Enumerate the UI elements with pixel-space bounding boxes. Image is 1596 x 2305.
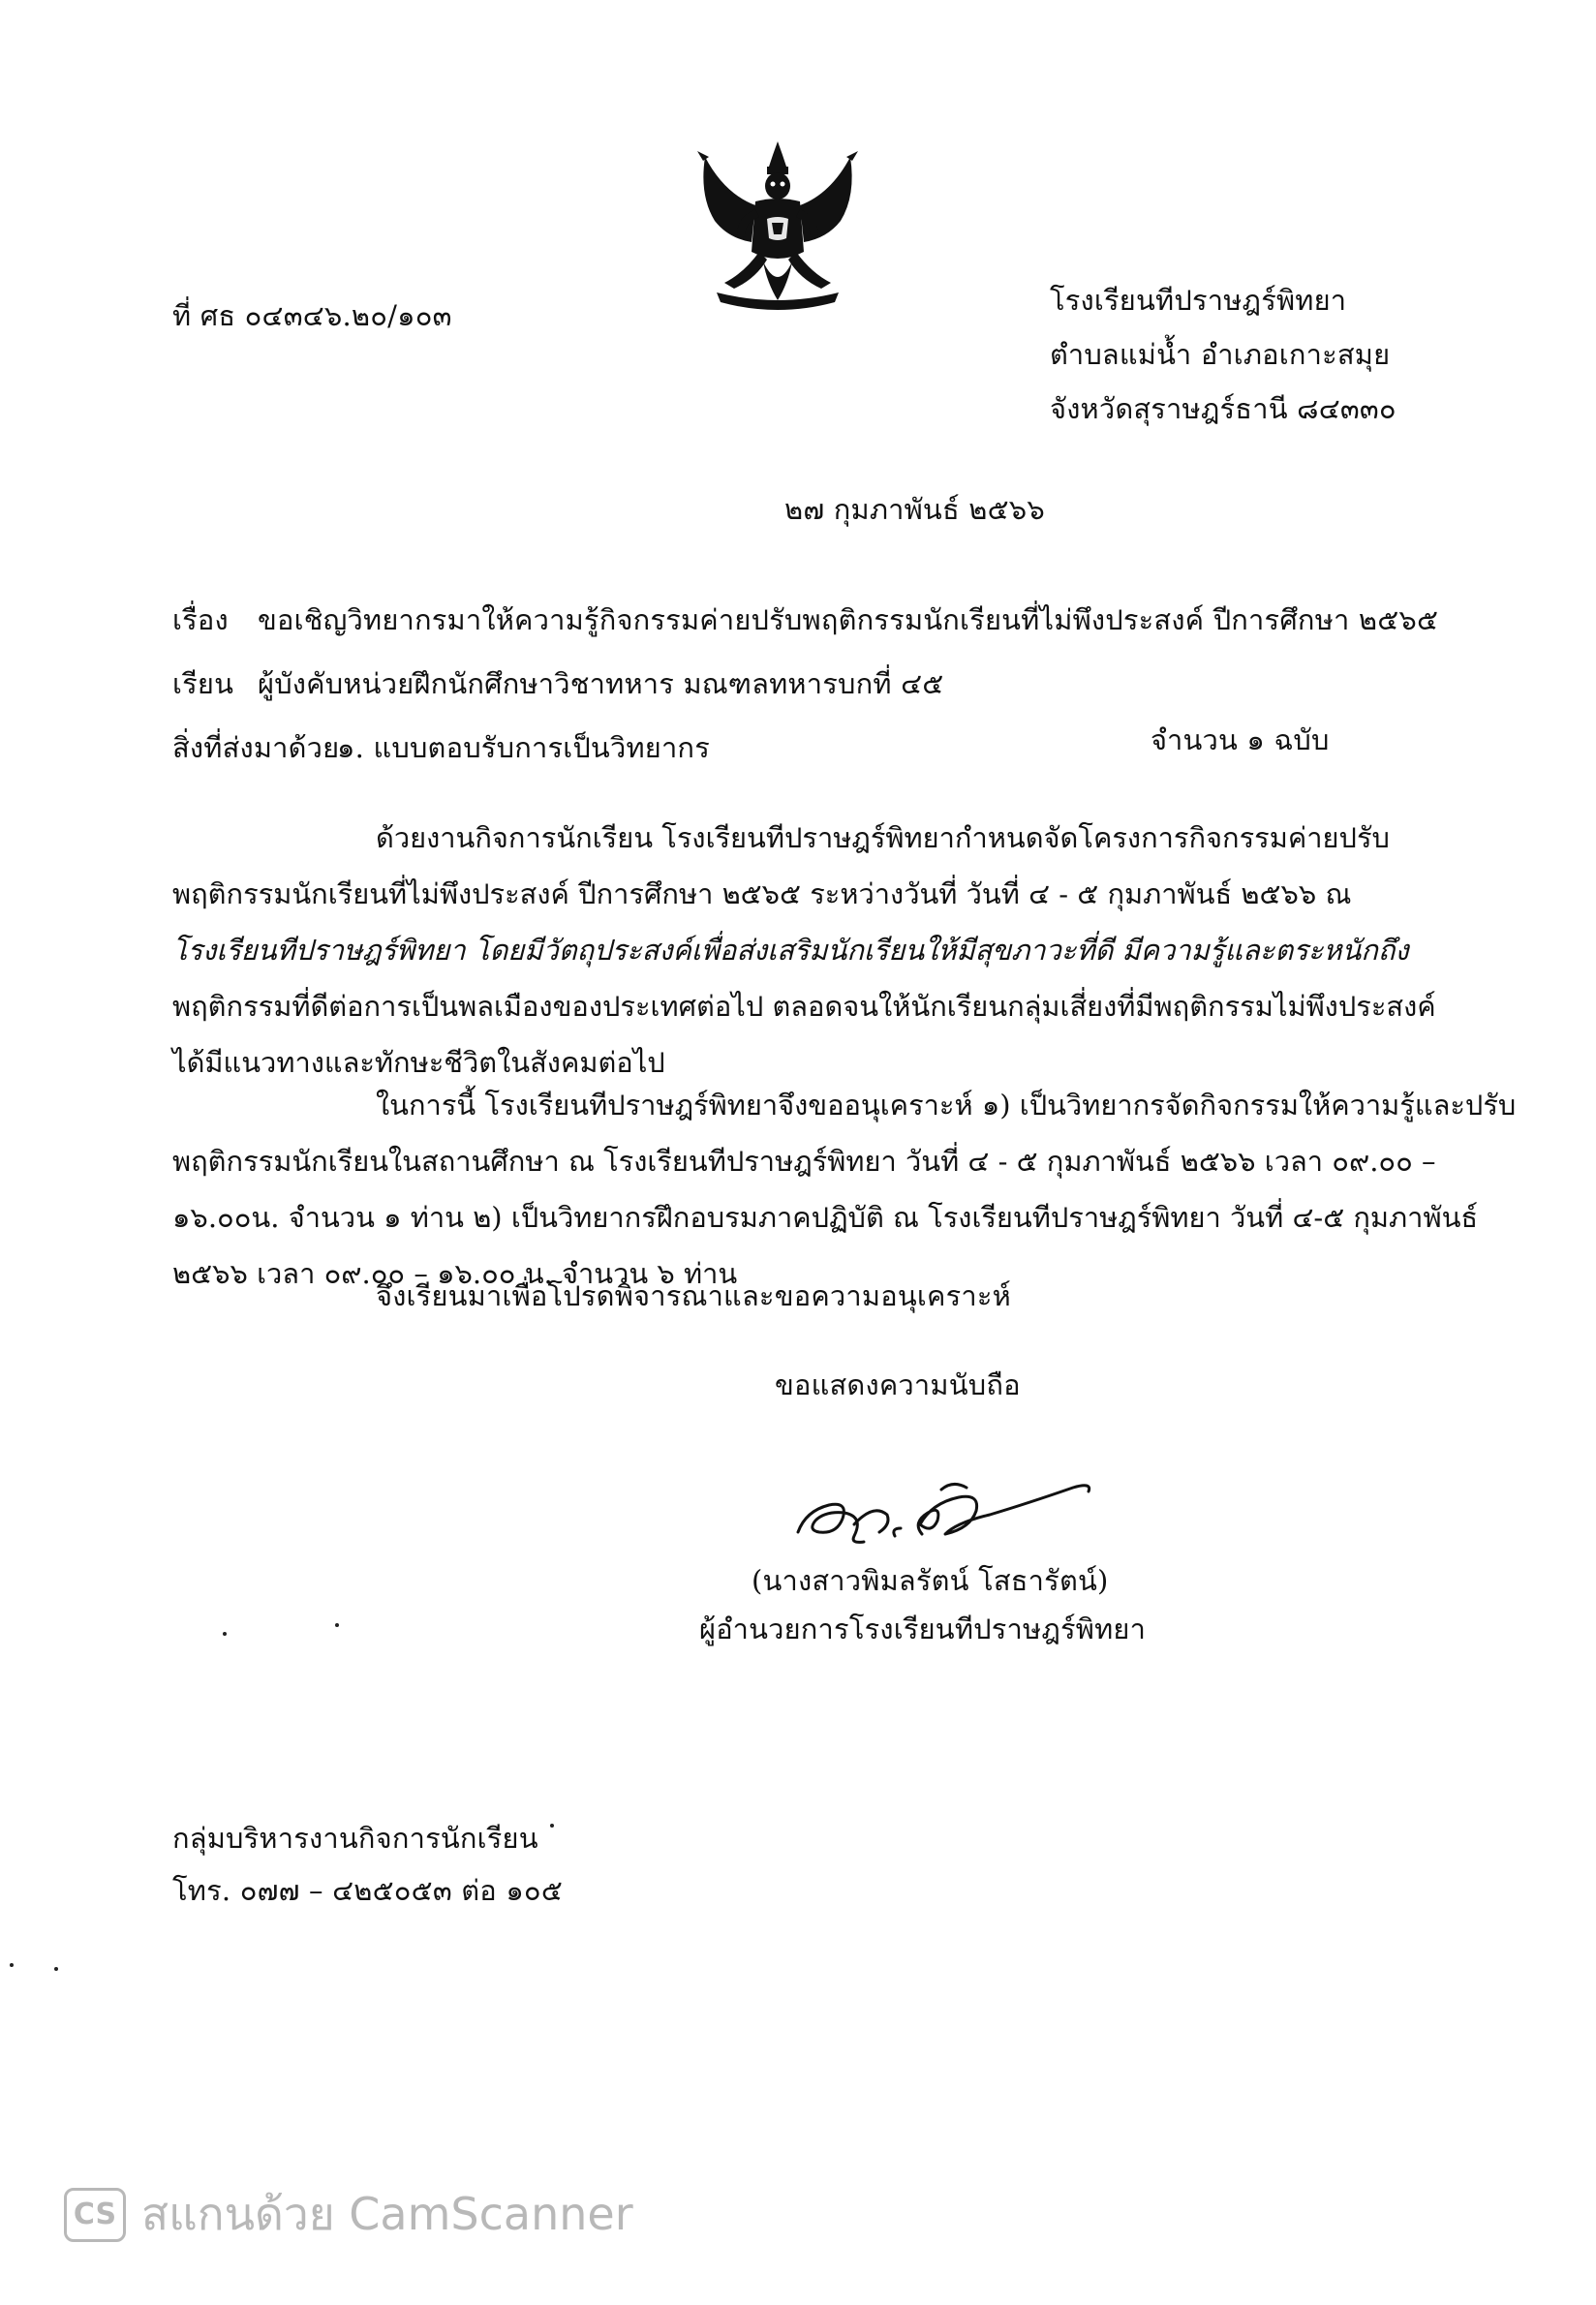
closing-phrase: ขอแสดงความนับถือ <box>775 1368 1021 1401</box>
letter-date: ๒๗ กุมภาพันธ์ ๒๕๖๖ <box>784 493 1045 526</box>
department-name: กลุ่มบริหารงานกิจการนักเรียน <box>172 1822 538 1855</box>
recipient-label: เรียน <box>172 667 234 700</box>
paragraph-line: โรงเรียนทีปราษฎร์พิทยา โดยมีวัตถุประสงค์เพื่อส่งเสริมนักเรียนให้มีสุขภาวะที่ดี มีความรู้และตระหนักถึง <box>172 934 1409 967</box>
recipient-text: ผู้บังคับหน่วยฝึกนักศึกษาวิชาทหาร มณฑลทหารบกที่ ๔๕ <box>258 667 944 700</box>
enclosure-item: ๑. แบบตอบรับการเป็นวิทยากร <box>337 731 710 764</box>
subject-line <box>172 600 1438 639</box>
phone-number: โทร. ๐๗๗ – ๔๒๕๐๕๓ ต่อ ๑๐๕ <box>172 1874 563 1907</box>
paragraph-line: ด้วยงานกิจการนักเรียน โรงเรียนทีปราษฎร์พิทยากำหนดจัดโครงการกิจกรรมค่ายปรับ <box>376 821 1390 854</box>
paragraph-line: ในการนี้ โรงเรียนทีปราษฎร์พิทยาจึงขออนุเคราะห์ ๑) เป็นวิทยากรจัดกิจกรรมให้ความรู้และปรับ <box>376 1089 1517 1122</box>
camscanner-logo-icon: CS <box>64 2188 126 2242</box>
paragraph-line: ๒๕๖๖ เวลา ๐๙.๐๐ – ๑๖.๐๐ น. จำนวน ๖ ท่าน <box>172 1257 738 1290</box>
subject-label: เรื่อง <box>172 603 229 636</box>
paragraph-line: พฤติกรรมนักเรียนในสถานศึกษา ณ โรงเรียนทีปราษฎร์พิทยา วันที่ ๔ - ๕ กุมภาพันธ์ ๒๕๖๖ เวลา ๐๙.๐๐ – <box>172 1145 1436 1178</box>
school-name: โรงเรียนทีปราษฎร์พิทยา <box>1050 284 1347 317</box>
paragraph-line: ได้มีแนวทางและทักษะชีวิตในสังคมต่อไป <box>172 1046 665 1079</box>
enclosure-label: สิ่งที่ส่งมาด้วย <box>172 731 340 764</box>
garuda-emblem-icon <box>695 138 860 331</box>
enclosure-line <box>172 728 710 767</box>
enclosure-count: จำนวน ๑ ฉบับ <box>1151 723 1330 756</box>
recipient-line <box>172 664 943 703</box>
signer-title: ผู้อำนวยการโรงเรียนทีปราษฎร์พิทยา <box>699 1613 1147 1645</box>
scan-speck <box>335 1623 339 1627</box>
camscanner-watermark <box>64 2179 633 2250</box>
handwritten-signature <box>786 1464 1106 1571</box>
body-paragraph-1 <box>172 810 1436 1091</box>
subject-text: ขอเชิญวิทยากรมาให้ความรู้กิจกรรมค่ายปรับพฤติกรรมนักเรียนที่ไม่พึงประสงค์ ปีการศึกษา ๒๕๖๕ <box>258 603 1439 636</box>
body-paragraph-3: จึงเรียนมาเพื่อโปรดพิจารณาและขอความอนุเคราะห์ <box>376 1279 1011 1312</box>
paragraph-line: พฤติกรรมนักเรียนที่ไม่พึงประสงค์ ปีการศึกษา ๒๕๖๕ ระหว่างวันที่ วันที่ ๔ - ๕ กุมภาพันธ์ ๒๕๖๖ ณ <box>172 877 1352 910</box>
watermark-text: สแกนด้วย CamScanner <box>141 2188 633 2240</box>
address-line-2: จังหวัดสุราษฎร์ธานี ๘๔๓๓๐ <box>1050 392 1396 425</box>
scan-speck <box>54 1967 58 1971</box>
scan-speck <box>550 1824 554 1828</box>
sender-address <box>1050 281 1396 444</box>
address-line-1: ตำบลแม่น้ำ อำเภอเกาะสมุย <box>1050 338 1391 371</box>
signer-name: (นางสาวพิมลรัตน์ โสธารัตน์) <box>752 1564 1109 1597</box>
scan-speck <box>223 1632 227 1636</box>
body-paragraph-2 <box>172 1077 1517 1302</box>
paragraph-line: พฤติกรรมที่ดีต่อการเป็นพลเมืองของประเทศต่อไป ตลอดจนให้นักเรียนกลุ่มเสี่ยงที่มีพฤติกรรมไม่พึงประสงค์ <box>172 990 1436 1023</box>
reference-number: ที่ ศธ ๐๔๓๔๖.๒๐/๑๐๓ <box>172 299 452 332</box>
paragraph-line: ๑๖.๐๐น. จำนวน ๑ ท่าน ๒) เป็นวิทยากรฝึกอบรมภาคปฏิบัติ ณ โรงเรียนทีปราษฎร์พิทยา วันที่ ๔-๕ กุมภาพันธ์ <box>172 1201 1479 1234</box>
scan-speck <box>10 1963 14 1967</box>
